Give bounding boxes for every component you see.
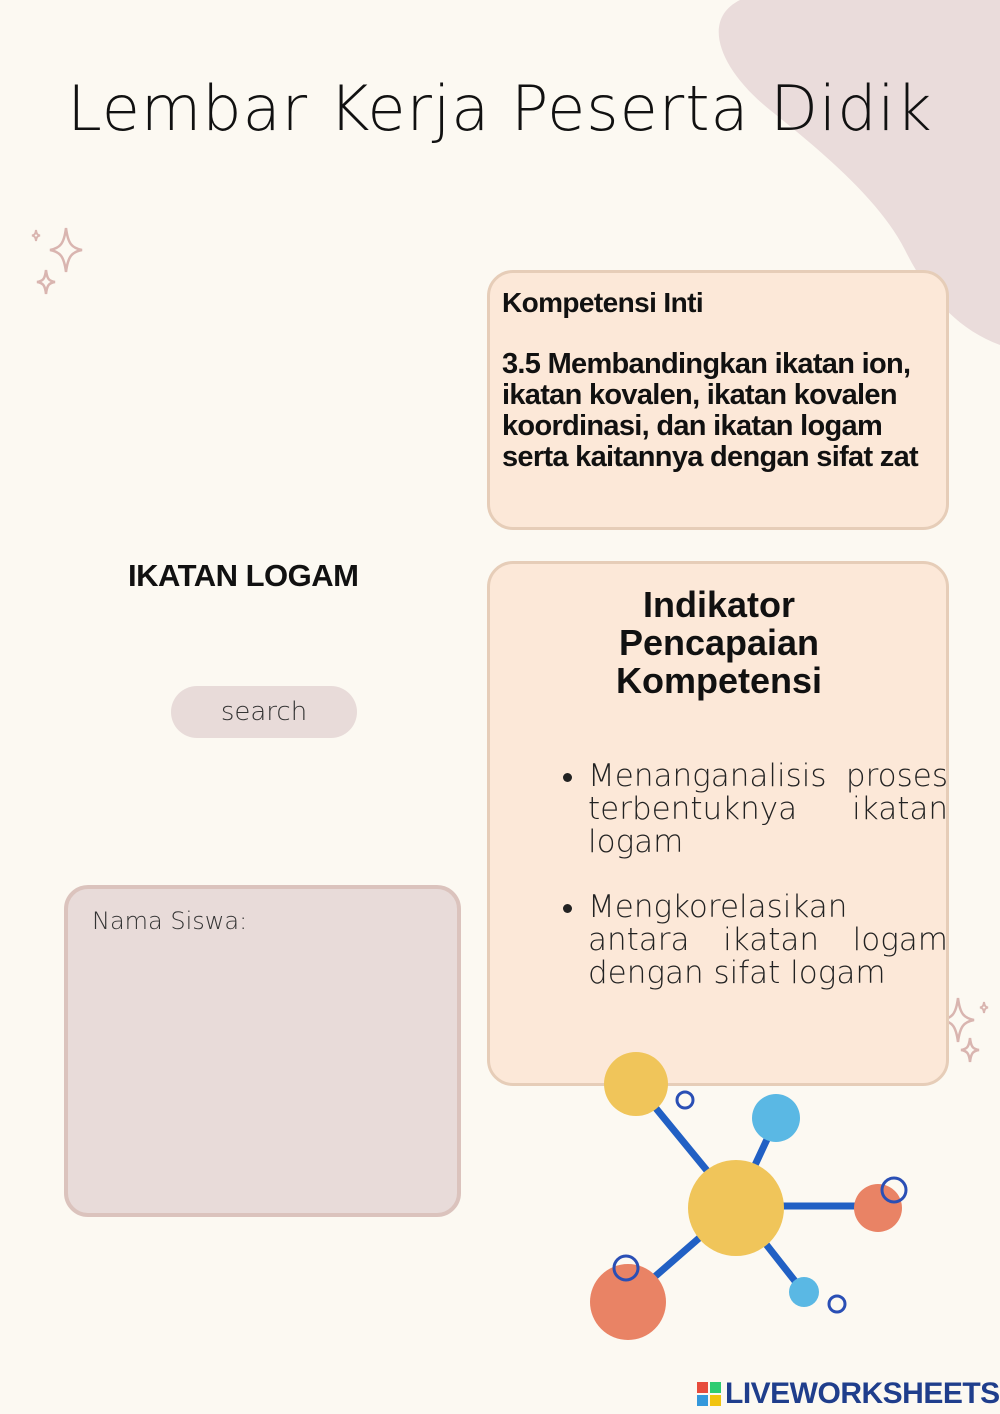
indikator-title-line: Kompetensi [615,660,823,701]
search-button[interactable]: search [171,686,357,738]
atom-orange-small [854,1184,902,1232]
atom-orange-large [590,1264,666,1340]
atom-blue [752,1094,800,1142]
indikator-card [487,561,949,1086]
atom-yellow-large [688,1160,784,1256]
kompetensi-inti-heading: Kompetensi Inti [502,287,704,318]
topic-heading: IKATAN LOGAM [128,558,359,593]
page-title: Lembar Kerja Peserta Didik [67,72,933,145]
list-item: • Mengkorelasikan antara ikatan logam dengan sifat logam [588,891,948,990]
atom-blue-small [789,1277,819,1307]
brand-name: LIVEWORKSHEETS [725,1377,1000,1410]
molecule-illustration [570,1040,930,1350]
sparkle-icon [28,222,88,302]
indikator-title-line: Indikator [642,584,795,625]
list-item: • Menanganalisis proses terbentuknya ikatan logam [588,760,948,859]
indikator-title [490,586,948,700]
kompetensi-inti-card [487,270,949,530]
liveworksheets-logo-icon [697,1382,721,1406]
atom-yellow-small [604,1052,668,1116]
kompetensi-inti-text: 3.5 Membandingkan ikatan ion, ikatan kovalen, ikatan kovalen koordinasi, dan ikatan logam serta kaitannya dengan sifat zat [502,348,918,473]
student-name-box[interactable] [64,885,461,1217]
indikator-list [562,760,948,1022]
indikator-title-line: Pencapaian [618,622,820,663]
liveworksheets-brand [697,1377,1000,1411]
student-name-label: Nama Siswa: [92,907,248,935]
